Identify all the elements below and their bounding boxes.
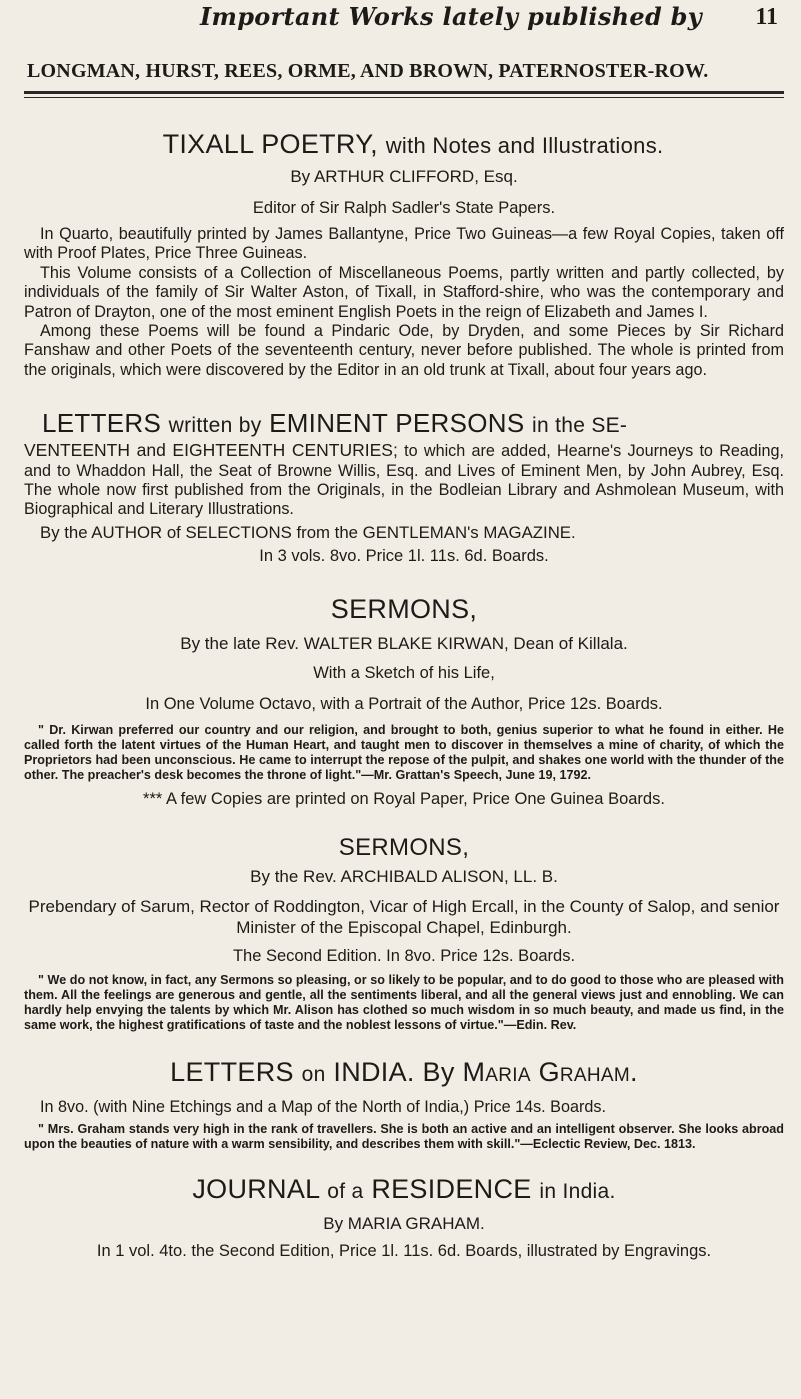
edition-line: The Second Edition. In 8vo. Price 12s. Boards. [232,947,576,966]
entry-title [42,408,784,441]
editor-line: Editor of Sir Ralph Sadler's State Papers. [252,199,556,217]
title-rest: with Notes and Illustrations. [385,133,664,158]
title-word: By [422,1057,455,1088]
header-rule-thin [24,97,784,98]
entry-title: SERMONS, [338,834,470,862]
title-word: INDIA. [333,1057,415,1088]
author-line: By MARIA GRAHAM. [323,1213,485,1233]
title-word: EMINENT PERSONS [269,408,525,439]
author-line: By the late Rev. WALTER BLAKE KIRWAN, Dean of Killala. [180,634,628,654]
review-quote: " Dr. Kirwan preferred our country and our religion, and brought to both, genius superior to what he found in either. He called forth the latent virtues of the Human Heart, and taught men to discover in themselves a mine of charity, of which the Proprietors had been unconscious. He came to interrupt the repose of the pulpit, and shakes one world with the thunder of the other. The preacher's desk becomes the throne of light."—Mr. Grattan's Speech, June 19, 1792. [24,723,784,783]
price-line: In 1 vol. 4to. the Second Edition, Price 1l. 11s. 6d. Boards, illustrated by Engravings. [96,1241,712,1260]
entry-title [42,128,784,162]
note-line: *** A few Copies are printed on Royal Paper, Price One Guinea Boards. [143,790,665,809]
entry-title [24,1057,784,1090]
title-word: written by [168,414,262,438]
paragraph: This Volume consists of a Collection of Miscellaneous Poems, partly written and partly collected, by individuals of the family of Sir Walter Aston, of Tixall, in Stafford-shire, who was the contemporary and Patron of Drayton, one of the most eminent English Poets in the reign of Elizabeth and James I. [24,263,784,321]
title-word: LETTERS [170,1057,294,1088]
title-word: in the SE- [532,414,628,438]
letters-india-entry [24,1057,784,1151]
header-rule-thick [24,91,784,94]
description: Prebendary of Sarum, Rector of Roddington, Vicar of High Ercall, in the County of Salop, and senior Minister of the Episcopal Chapel, Edinburgh. [28,897,780,938]
sermons-kirwan-entry [24,593,784,810]
title-word: LETTERS [42,408,162,439]
title-word: in India. [539,1179,616,1203]
title-word: Maria Graham. [462,1057,638,1088]
paragraph: Among these Poems will be found a Pindaric Ode, by Dryden, and some Pieces by Sir Richard Fanshaw and other Poets of the seventeenth century, never before published. The whole is printed from the originals, which were discovered by the Editor in an old trunk at Tixall, about four years ago. [24,322,784,379]
title-main: TIXALL POETRY, [162,129,378,159]
title-word: of a [327,1179,364,1203]
paragraph: In Quarto, beautifully printed by James Ballantyne, Price Two Guineas—a few Royal Copies, taken off with Proof Plates, Price Three Guineas. [24,225,784,263]
author-line: By ARTHUR CLIFFORD, Esq. [290,167,518,186]
entry-title [24,1174,784,1207]
letters-eminent-entry [24,408,784,567]
running-head [24,0,784,40]
paragraph [24,441,784,520]
title-word: on [301,1063,326,1087]
title-word: RESIDENCE [371,1173,532,1204]
sermons-alison-entry [24,832,784,1033]
price-line: In 3 vols. 8vo. Price 1l. 11s. 6d. Boards. [259,547,549,566]
tixall-poetry-entry [24,128,784,380]
review-quote: " Mrs. Graham stands very high in the rank of travellers. She is both an active and an intelligent observer. She looks abroad upon the beauties of nature with a warm sensibility, and describes them with skill."—Eclectic Review, Dec. 1813. [24,1121,784,1151]
price-line: In 8vo. (with Nine Etchings and a Map of the North of India,) Price 14s. Boards. [40,1098,606,1117]
page [24,0,784,1262]
subtitle-line: With a Sketch of his Life, [313,664,495,683]
page-number: 11 [755,4,778,30]
title-word: JOURNAL [192,1173,320,1204]
publisher-imprint: LONGMAN, HURST, REES, ORME, AND BROWN, PATERNOSTER-ROW. [27,60,709,82]
running-title: Important Works lately published by [200,2,703,31]
lead-text: VENTEENTH and EIGHTEENTH CENTURIES; [24,440,398,461]
journal-entry [24,1174,784,1262]
review-quote: " We do not know, in fact, any Sermons so pleasing, or so likely to be popular, and to do good to those who are pleased with them. All the feelings are generous and gentle, all the sentiments liberal, and all the general views just and ennobling. We can hardly help envying the talents by which Mr. Alison has clothed so much wisdom in so much beauty, and made us find, in the same work, the highest gratifications of taste and the noblest lessons of virtue."—Edin. Rev. [24,973,784,1033]
paragraph: By the AUTHOR of SELECTIONS from the GENTLEMAN's MAGAZINE. [40,522,576,542]
body-text: to which are added, Hearne's Journeys to Reading, and to Whaddon Hall, the Seat of Browne Willis, Esq. and Lives of Eminent Men, by John Aubrey, Esq. The whole now first published from the Originals, in the Bodleian Library and Ashmolean Museum, with Biographical and Literary Illustrations. [24,442,784,519]
entry-title: SERMONS, [330,594,478,625]
price-line: In One Volume Octavo, with a Portrait of the Author, Price 12s. Boards. [145,695,663,714]
author-line: By the Rev. ARCHIBALD ALISON, LL. B. [250,867,558,887]
